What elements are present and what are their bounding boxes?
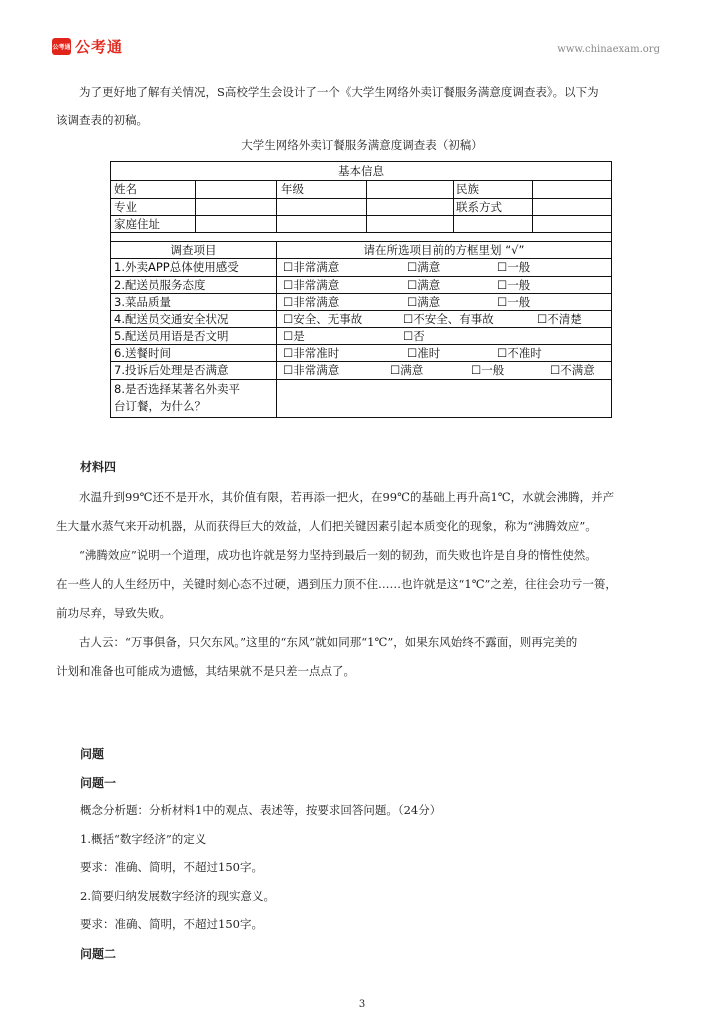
paragraph-line: 计划和准备也可能成为遗憾，其结果就不是只差一点点了。 bbox=[56, 664, 355, 678]
option-checkbox[interactable]: ☐否 bbox=[403, 329, 425, 343]
paragraph-line: 水温升到99℃还不是开水，其价值有限，若再添一把火，在99℃的基础上再升高1℃，水就会沸腾，并产 bbox=[79, 490, 615, 504]
item-header: 调查项目 bbox=[170, 243, 217, 257]
option-checkbox[interactable]: ☐满意 bbox=[407, 295, 441, 309]
question1-item: 2.简要归纳发展数字经济的现实意义。 bbox=[80, 889, 275, 903]
question1-requirement: 要求：准确、简明，不超过150字。 bbox=[80, 917, 263, 931]
option-checkbox[interactable]: ☐非常满意 bbox=[283, 260, 340, 274]
paragraph-line: 在一些人的人生经历中，关键时刻心态不过硬，遇到压力顶不住……也许就是这“1℃”之差，往往会功亏一篑， bbox=[56, 577, 617, 591]
question1-desc: 概念分析题：分析材料1中的观点、表述等，按要求回答问题。（24分） bbox=[80, 803, 442, 817]
option-checkbox[interactable]: ☐非常准时 bbox=[283, 346, 340, 360]
option-checkbox[interactable]: ☐非常满意 bbox=[283, 278, 340, 292]
material4-title: 材料四 bbox=[80, 460, 117, 474]
survey-item-label: 5.配送员用语是否文明 bbox=[114, 329, 229, 343]
column-divider bbox=[276, 180, 277, 232]
column-divider bbox=[366, 180, 367, 232]
option-checkbox[interactable]: ☐非常满意 bbox=[283, 295, 340, 309]
intro-paragraph bbox=[56, 78, 670, 134]
option-checkbox[interactable]: ☐是 bbox=[283, 329, 305, 343]
field-label-contact: 联系方式 bbox=[456, 200, 502, 214]
survey-item-label: 台订餐，为什么？ bbox=[114, 399, 206, 413]
table-row bbox=[111, 293, 611, 311]
field-label-grade: 年级 bbox=[281, 182, 304, 196]
option-checkbox[interactable]: ☐一般 bbox=[497, 295, 531, 309]
basic-info-title: 基本信息 bbox=[338, 164, 384, 178]
table-row bbox=[111, 198, 611, 216]
option-checkbox[interactable]: ☐非常满意 bbox=[283, 363, 340, 377]
question2-title: 问题二 bbox=[80, 947, 117, 961]
question1-requirement: 要求：准确、简明，不超过150字。 bbox=[80, 860, 263, 874]
brand-logo bbox=[52, 36, 123, 57]
logo-text: 公考通 bbox=[75, 38, 124, 56]
question1-title: 问题一 bbox=[80, 776, 117, 790]
column-divider bbox=[453, 180, 454, 232]
survey-caption: 大学生网络外卖订餐服务满意度调查表（初稿） bbox=[241, 138, 483, 152]
table-row bbox=[111, 215, 611, 233]
option-checkbox[interactable]: ☐不准时 bbox=[497, 346, 542, 360]
survey-table bbox=[110, 161, 612, 418]
table-row bbox=[111, 180, 611, 199]
survey-item-label: 7.投诉后处理是否满意 bbox=[114, 363, 229, 377]
option-checkbox[interactable]: ☐准时 bbox=[407, 346, 441, 360]
survey-item-label: 1.外卖APP总体使用感受 bbox=[114, 260, 239, 274]
column-divider bbox=[276, 241, 277, 417]
survey-item-label: 8.是否选择某著名外卖平 bbox=[114, 382, 240, 396]
column-divider bbox=[195, 180, 196, 232]
paragraph-line: 古人云：“万事俱备，只欠东风。”这里的“东风”就如同那“1℃”，如果东风始终不露面，则再完美的 bbox=[79, 635, 578, 649]
survey-item-label: 2.配送员服务态度 bbox=[114, 278, 206, 292]
intro-line: 该调查表的初稿。 bbox=[56, 113, 148, 127]
field-label-address: 家庭住址 bbox=[114, 217, 160, 231]
question1-item: 1.概括“数字经济”的定义 bbox=[80, 832, 207, 846]
survey-item-label: 6.送餐时间 bbox=[114, 346, 171, 360]
logo-badge-icon: 公考通 bbox=[52, 38, 71, 55]
option-checkbox[interactable]: ☐不安全、有事故 bbox=[403, 312, 494, 326]
paragraph-line: “沸腾效应”说明一个道理，成功也许就是努力坚持到最后一刻的韧劲，而失败也许是自身的惰性使然。 bbox=[79, 548, 597, 562]
material4-body bbox=[56, 483, 676, 686]
option-checkbox[interactable]: ☐一般 bbox=[497, 260, 531, 274]
option-checkbox[interactable]: ☐满意 bbox=[390, 363, 424, 377]
field-label-major: 专业 bbox=[114, 200, 137, 214]
column-divider bbox=[532, 180, 533, 232]
option-checkbox[interactable]: ☐不清楚 bbox=[537, 312, 582, 326]
intro-line: 为了更好地了解有关情况，S高校学生会设计了一个《大学生网络外卖订餐服务满意度调查表》。以下为 bbox=[79, 85, 599, 99]
option-checkbox[interactable]: ☐一般 bbox=[497, 278, 531, 292]
field-label-ethnicity: 民族 bbox=[456, 182, 479, 196]
option-checkbox[interactable]: ☐安全、无事故 bbox=[283, 312, 363, 326]
option-checkbox[interactable]: ☐满意 bbox=[407, 278, 441, 292]
questions-title: 问题 bbox=[80, 747, 105, 761]
option-checkbox[interactable]: ☐满意 bbox=[407, 260, 441, 274]
site-url: www.chinaexam.org bbox=[557, 44, 660, 55]
paragraph-line: 前功尽弃，导致失败。 bbox=[56, 606, 171, 620]
paragraph-line: 生大量水蒸气来开动机器，从而获得巨大的效益，人们把关键因素引起本质变化的现象，称为“沸腾效应”。 bbox=[56, 519, 597, 533]
option-checkbox[interactable]: ☐一般 bbox=[471, 363, 505, 377]
instruction-header: 请在所选项目前的方框里划 “√” bbox=[363, 243, 525, 257]
survey-item-label: 4.配送员交通安全状况 bbox=[114, 312, 229, 326]
field-label-name: 姓名 bbox=[114, 182, 137, 196]
option-checkbox[interactable]: ☐不满意 bbox=[550, 363, 595, 377]
page-number: 3 bbox=[358, 999, 366, 1010]
survey-item-label: 3.菜品质量 bbox=[114, 295, 171, 309]
